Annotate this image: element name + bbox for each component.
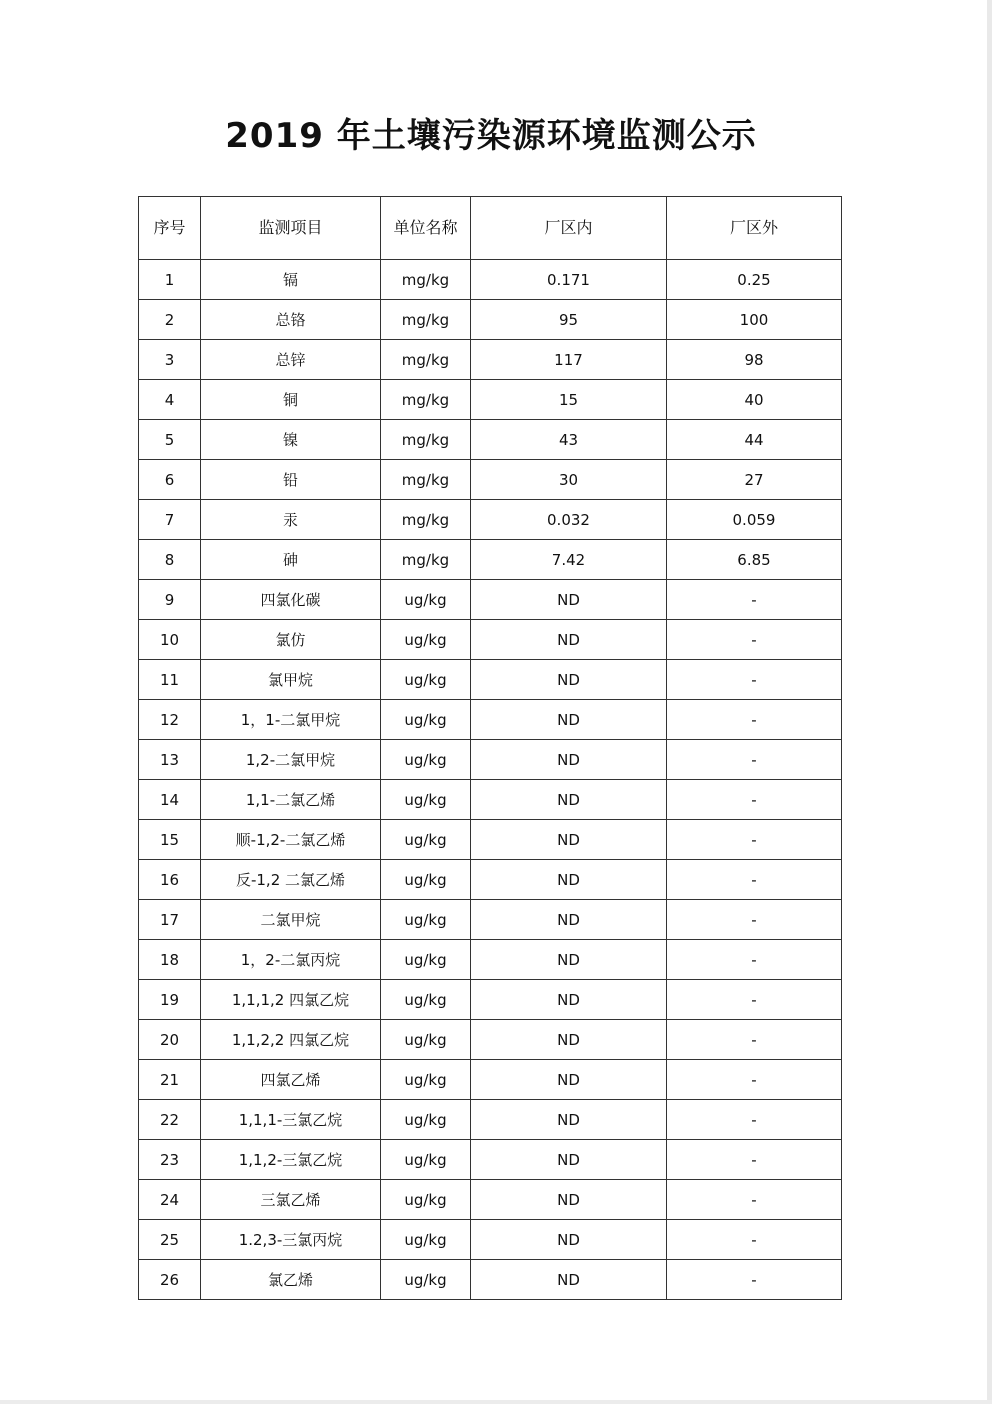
cell-unit: mg/kg <box>381 380 471 420</box>
cell-item: 1,1,1-三氯乙烷 <box>201 1100 381 1140</box>
cell-index: 26 <box>139 1260 201 1300</box>
table-row <box>139 820 842 860</box>
cell-index: 11 <box>139 660 201 700</box>
cell-unit: ug/kg <box>381 940 471 980</box>
cell-item: 反-1,2 二氯乙烯 <box>201 860 381 900</box>
cell-outside: - <box>667 820 842 860</box>
cell-inside: ND <box>471 860 667 900</box>
table-row <box>139 1220 842 1260</box>
table-row <box>139 1180 842 1220</box>
cell-index: 15 <box>139 820 201 860</box>
cell-inside: 15 <box>471 380 667 420</box>
cell-item: 四氯乙烯 <box>201 1060 381 1100</box>
cell-outside: - <box>667 860 842 900</box>
cell-unit: ug/kg <box>381 1260 471 1300</box>
table-row <box>139 700 842 740</box>
cell-item: 1,1,2-三氯乙烷 <box>201 1140 381 1180</box>
table-row <box>139 980 842 1020</box>
cell-inside: ND <box>471 1020 667 1060</box>
cell-item: 汞 <box>201 500 381 540</box>
table-row <box>139 460 842 500</box>
cell-item: 总铬 <box>201 300 381 340</box>
cell-inside: ND <box>471 700 667 740</box>
cell-outside: 6.85 <box>667 540 842 580</box>
table-row <box>139 380 842 420</box>
header-outside: 厂区外 <box>667 197 842 260</box>
table-row <box>139 420 842 460</box>
cell-outside: 40 <box>667 380 842 420</box>
cell-outside: 27 <box>667 460 842 500</box>
table-row <box>139 500 842 540</box>
cell-item: 氯甲烷 <box>201 660 381 700</box>
cell-outside: - <box>667 1180 842 1220</box>
cell-unit: ug/kg <box>381 780 471 820</box>
cell-inside: ND <box>471 620 667 660</box>
cell-inside: ND <box>471 820 667 860</box>
cell-index: 22 <box>139 1100 201 1140</box>
cell-unit: ug/kg <box>381 1180 471 1220</box>
cell-unit: mg/kg <box>381 460 471 500</box>
table-row <box>139 860 842 900</box>
cell-unit: mg/kg <box>381 420 471 460</box>
cell-outside: - <box>667 1220 842 1260</box>
cell-item: 1,1-二氯乙烯 <box>201 780 381 820</box>
cell-inside: 0.171 <box>471 260 667 300</box>
table-row <box>139 900 842 940</box>
cell-unit: ug/kg <box>381 860 471 900</box>
cell-inside: ND <box>471 1260 667 1300</box>
cell-inside: ND <box>471 1220 667 1260</box>
cell-index: 1 <box>139 260 201 300</box>
table-row <box>139 260 842 300</box>
table-row <box>139 340 842 380</box>
table-header-row <box>139 197 842 260</box>
cell-unit: ug/kg <box>381 900 471 940</box>
cell-index: 25 <box>139 1220 201 1260</box>
cell-inside: 7.42 <box>471 540 667 580</box>
cell-index: 3 <box>139 340 201 380</box>
cell-index: 6 <box>139 460 201 500</box>
cell-index: 14 <box>139 780 201 820</box>
cell-inside: ND <box>471 1100 667 1140</box>
cell-index: 8 <box>139 540 201 580</box>
table-row <box>139 660 842 700</box>
cell-item: 顺-1,2-二氯乙烯 <box>201 820 381 860</box>
cell-item: 1，2-二氯丙烷 <box>201 940 381 980</box>
cell-index: 4 <box>139 380 201 420</box>
cell-outside: 44 <box>667 420 842 460</box>
cell-item: 四氯化碳 <box>201 580 381 620</box>
cell-outside: - <box>667 1020 842 1060</box>
cell-inside: 117 <box>471 340 667 380</box>
table-body <box>139 260 842 1300</box>
table-row <box>139 1140 842 1180</box>
cell-outside: 100 <box>667 300 842 340</box>
cell-inside: ND <box>471 780 667 820</box>
cell-unit: ug/kg <box>381 620 471 660</box>
cell-item: 砷 <box>201 540 381 580</box>
cell-item: 氯仿 <box>201 620 381 660</box>
table-row <box>139 1060 842 1100</box>
cell-item: 1,1,2,2 四氯乙烷 <box>201 1020 381 1060</box>
cell-inside: ND <box>471 1140 667 1180</box>
cell-unit: mg/kg <box>381 260 471 300</box>
cell-unit: ug/kg <box>381 1140 471 1180</box>
cell-index: 20 <box>139 1020 201 1060</box>
cell-inside: 0.032 <box>471 500 667 540</box>
cell-outside: - <box>667 1260 842 1300</box>
cell-inside: 43 <box>471 420 667 460</box>
cell-unit: ug/kg <box>381 580 471 620</box>
cell-unit: ug/kg <box>381 700 471 740</box>
cell-outside: - <box>667 660 842 700</box>
cell-item: 三氯乙烯 <box>201 1180 381 1220</box>
cell-outside: - <box>667 1100 842 1140</box>
cell-index: 16 <box>139 860 201 900</box>
cell-outside: - <box>667 700 842 740</box>
monitoring-table <box>138 196 842 1300</box>
table-row <box>139 1020 842 1060</box>
table-row <box>139 1260 842 1300</box>
cell-index: 17 <box>139 900 201 940</box>
page-edge <box>987 0 992 1404</box>
cell-unit: mg/kg <box>381 300 471 340</box>
cell-outside: - <box>667 940 842 980</box>
header-inside: 厂区内 <box>471 197 667 260</box>
cell-inside: 95 <box>471 300 667 340</box>
page-title: 2019 年土壤污染源环境监测公示 <box>225 116 757 156</box>
cell-inside: ND <box>471 1180 667 1220</box>
cell-item: 1,2-二氯甲烷 <box>201 740 381 780</box>
cell-unit: mg/kg <box>381 340 471 380</box>
cell-item: 1,1,1,2 四氯乙烷 <box>201 980 381 1020</box>
table-row <box>139 540 842 580</box>
cell-unit: mg/kg <box>381 500 471 540</box>
cell-outside: - <box>667 980 842 1020</box>
cell-unit: ug/kg <box>381 740 471 780</box>
table-row <box>139 940 842 980</box>
cell-index: 19 <box>139 980 201 1020</box>
cell-outside: - <box>667 620 842 660</box>
cell-outside: - <box>667 780 842 820</box>
cell-item: 总锌 <box>201 340 381 380</box>
cell-inside: ND <box>471 900 667 940</box>
cell-item: 镍 <box>201 420 381 460</box>
cell-inside: ND <box>471 660 667 700</box>
cell-index: 2 <box>139 300 201 340</box>
cell-item: 镉 <box>201 260 381 300</box>
cell-inside: ND <box>471 740 667 780</box>
cell-inside: ND <box>471 1060 667 1100</box>
cell-inside: ND <box>471 580 667 620</box>
cell-index: 21 <box>139 1060 201 1100</box>
cell-index: 13 <box>139 740 201 780</box>
cell-index: 10 <box>139 620 201 660</box>
cell-outside: 98 <box>667 340 842 380</box>
table-row <box>139 300 842 340</box>
cell-unit: ug/kg <box>381 1060 471 1100</box>
cell-outside: 0.25 <box>667 260 842 300</box>
cell-outside: - <box>667 740 842 780</box>
header-index: 序号 <box>139 197 201 260</box>
cell-inside: ND <box>471 940 667 980</box>
cell-unit: ug/kg <box>381 1100 471 1140</box>
cell-inside: ND <box>471 980 667 1020</box>
table-row <box>139 740 842 780</box>
cell-index: 24 <box>139 1180 201 1220</box>
cell-item: 氯乙烯 <box>201 1260 381 1300</box>
cell-index: 7 <box>139 500 201 540</box>
cell-outside: - <box>667 1060 842 1100</box>
cell-unit: ug/kg <box>381 1020 471 1060</box>
cell-outside: - <box>667 1140 842 1180</box>
cell-unit: mg/kg <box>381 540 471 580</box>
header-unit: 单位名称 <box>381 197 471 260</box>
cell-inside: 30 <box>471 460 667 500</box>
cell-unit: ug/kg <box>381 660 471 700</box>
cell-index: 9 <box>139 580 201 620</box>
cell-outside: - <box>667 580 842 620</box>
cell-index: 18 <box>139 940 201 980</box>
cell-item: 1，1-二氯甲烷 <box>201 700 381 740</box>
header-item: 监测项目 <box>201 197 381 260</box>
cell-item: 铜 <box>201 380 381 420</box>
cell-item: 1.2,3-三氯丙烷 <box>201 1220 381 1260</box>
cell-outside: 0.059 <box>667 500 842 540</box>
cell-index: 5 <box>139 420 201 460</box>
table-row <box>139 620 842 660</box>
cell-unit: ug/kg <box>381 980 471 1020</box>
cell-unit: ug/kg <box>381 1220 471 1260</box>
table-row <box>139 1100 842 1140</box>
page-edge-bottom <box>0 1400 992 1404</box>
table-row <box>139 580 842 620</box>
cell-outside: - <box>667 900 842 940</box>
cell-item: 二氯甲烷 <box>201 900 381 940</box>
cell-item: 铅 <box>201 460 381 500</box>
cell-index: 23 <box>139 1140 201 1180</box>
table-row <box>139 780 842 820</box>
cell-index: 12 <box>139 700 201 740</box>
cell-unit: ug/kg <box>381 820 471 860</box>
